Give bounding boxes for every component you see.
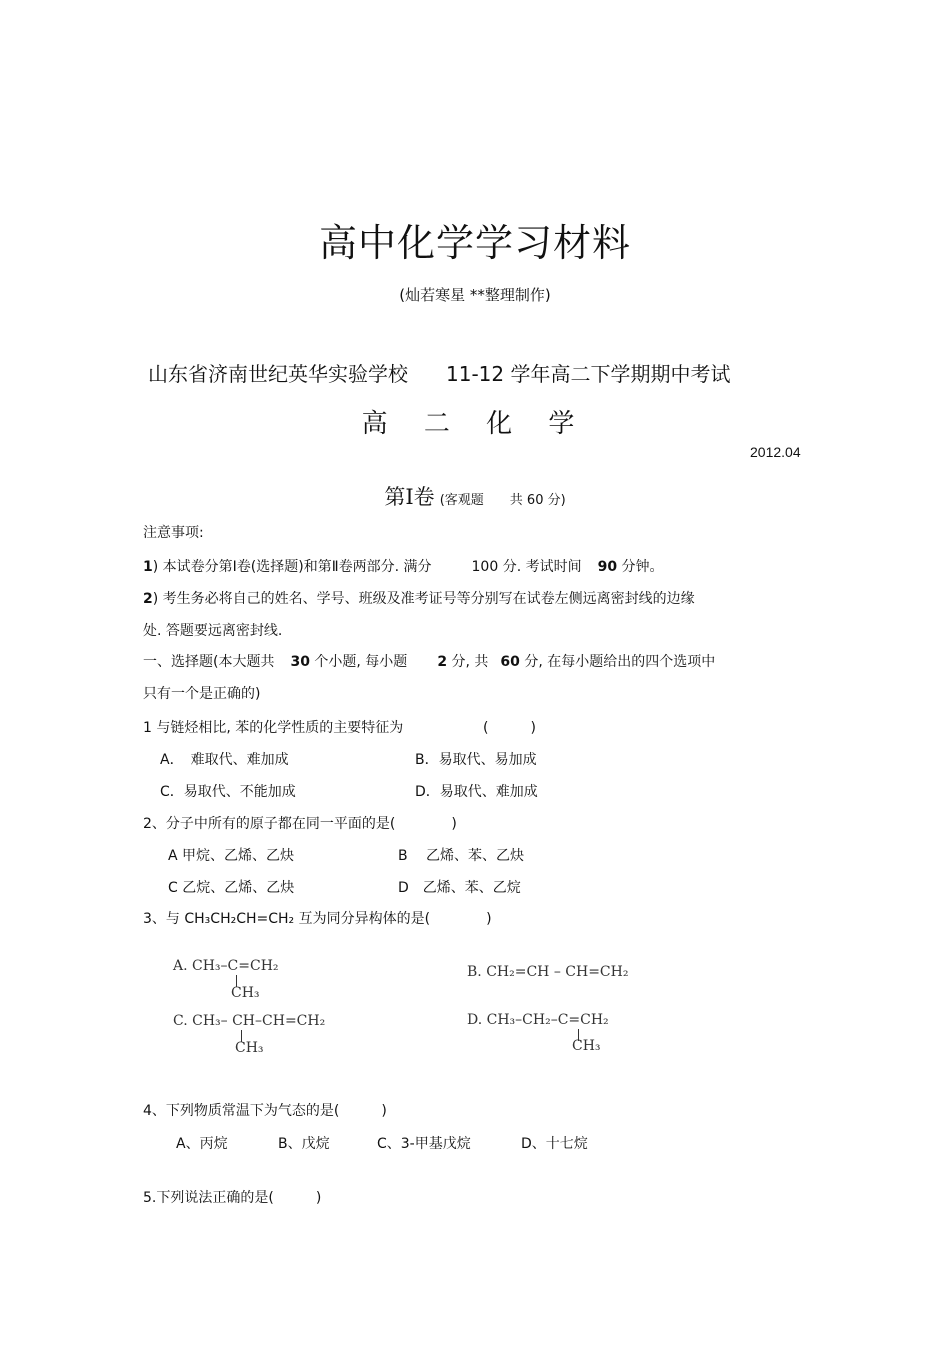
question-3-formula: CH₃CH₂CH=CH₂: [184, 911, 295, 927]
volume-info: (客观题 共 60 分): [439, 493, 566, 508]
volume-label: 第Ⅰ卷: [384, 485, 435, 509]
question-2-option-c: C 乙烷、乙烯、乙炔: [168, 880, 295, 896]
notes-heading: 注意事项:: [143, 525, 204, 541]
question-5-stem: 5.下列说法正确的是( ): [143, 1190, 322, 1206]
question-1-stem: 1 与链烃相比, 苯的化学性质的主要特征为: [143, 720, 404, 736]
note-2-number: 2: [143, 591, 153, 607]
note-1-end: 分钟。: [621, 559, 664, 575]
note-2-continued: 处. 答题要远离密封线.: [143, 623, 283, 639]
question-3-stem-end: 互为同分异构体的是( ): [298, 911, 492, 927]
school-name: 山东省济南世纪英华实验学校: [148, 362, 408, 386]
structure-c-branch: CH₃: [235, 1040, 264, 1056]
points-total: 60: [500, 654, 520, 670]
question-1-answer-paren: ( ): [483, 720, 536, 736]
points-each: 2: [437, 654, 448, 670]
structure-a: A. CH₃–C=CH₂: [173, 958, 279, 974]
section-1-heading: [143, 651, 715, 671]
question-2-option-b: B 乙烯、苯、乙炔: [398, 848, 525, 864]
structure-d-branch: CH₃: [572, 1038, 601, 1054]
question-4-option-b: B、戊烷: [278, 1136, 330, 1152]
structure-d: D. CH₃–CH₂–C=CH₂: [467, 1012, 609, 1028]
question-4-stem: 4、下列物质常温下为气态的是( ): [143, 1103, 387, 1119]
section-1-heading-line-2: 只有一个是正确的): [143, 686, 261, 702]
question-1-option-c: C．易取代、不能加成: [160, 784, 296, 800]
exam-date: 2012.04: [750, 444, 801, 460]
question-3-stem-start: 3、与: [143, 911, 180, 927]
question-count: 30: [290, 654, 310, 670]
note-2: [143, 588, 695, 608]
exam-subject: 高 二 化 学: [361, 409, 589, 439]
section-1-part-c: 分, 共: [451, 654, 489, 670]
note-1-mid: 分. 考试时间: [502, 559, 582, 575]
question-2-option-a: A 甲烷、乙烯、乙炔: [168, 848, 295, 864]
question-4-option-c: C、3-甲基戊烷: [377, 1136, 471, 1152]
question-3-stem: [143, 908, 492, 928]
document-title: 高中化学学习材料: [318, 221, 631, 265]
question-4-option-a: A、丙烷: [176, 1136, 228, 1152]
question-1-option-d: D．易取代、难加成: [415, 784, 538, 800]
question-2-stem: 2、分子中所有的原子都在同一平面的是( ): [143, 816, 457, 832]
note-1-text: ) 本试卷分第Ⅰ卷(选择题)和第Ⅱ卷两部分. 满分: [152, 559, 432, 575]
question-4-option-d: D、十七烷: [521, 1136, 588, 1152]
section-1-part-b: 个小题, 每小题: [314, 654, 408, 670]
exam-term: 11-12 学年高二下学期期中考试: [446, 362, 731, 386]
question-1-option-b: B．易取代、易加成: [415, 752, 537, 768]
structure-a-branch: CH₃: [231, 985, 260, 1001]
volume-heading: [0, 481, 950, 511]
section-1-part-d: 分, 在每小题给出的四个选项中: [524, 654, 716, 670]
question-2-option-d: D 乙烯、苯、乙烷: [398, 880, 521, 896]
structure-c: C. CH₃– CH–CH=CH₂: [173, 1013, 326, 1029]
note-2-text: ) 考生务必将自己的姓名、学号、班级及准考证号等分别写在试卷左侧远离密封线的边缘: [152, 591, 695, 607]
structure-b: B. CH₂=CH – CH=CH₂: [467, 964, 629, 980]
exam-heading: [148, 358, 730, 387]
section-1-part-a: 一、选择题(本大题共: [143, 654, 275, 670]
note-1: [143, 556, 664, 576]
note-1-time: 90: [597, 559, 618, 575]
question-1-option-a: A． 难取代、难加成: [160, 752, 289, 768]
note-1-number: 1: [143, 559, 153, 575]
document-subtitle: (灿若寒星 **整理制作): [399, 286, 551, 304]
note-1-score: 100: [471, 559, 499, 575]
